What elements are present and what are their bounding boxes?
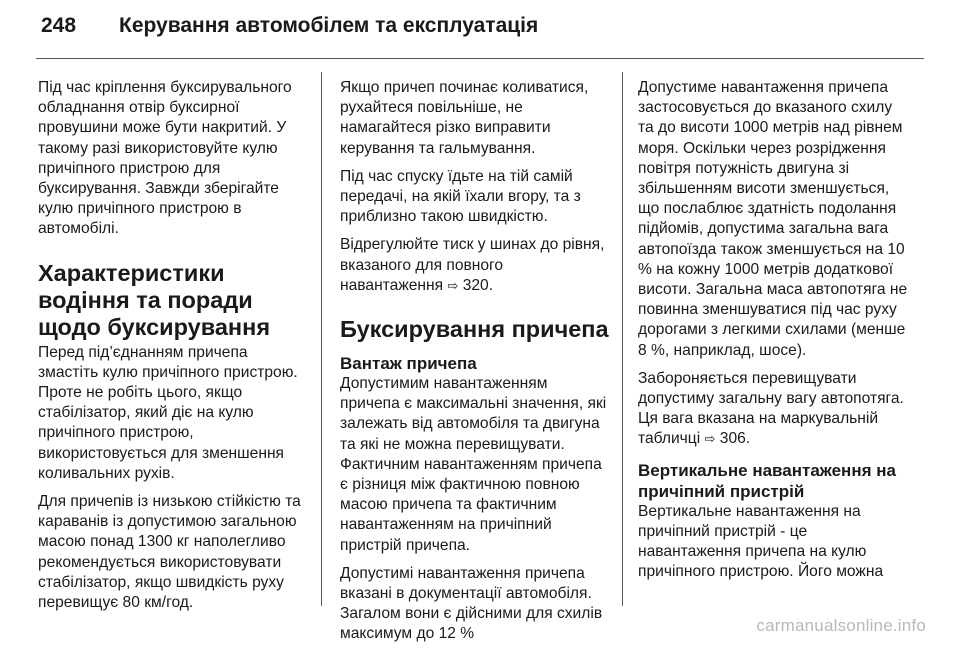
text-column-3 [638,78,908,590]
paragraph [340,78,610,159]
paragraph-text: Відрегулюйте тиск у шинах до рівня, вказаного для повного навантаження [340,236,605,294]
page-title: Керування автомобілем та експлуатація [119,14,539,37]
page-ref-arrow-icon: ⇨ [704,431,716,447]
text-column-1 [38,78,308,621]
subsection-heading [638,460,908,502]
paragraph [638,502,908,583]
text-column-2 [340,78,610,653]
page-ref-link[interactable]: 320. [462,276,494,294]
section-heading [38,260,308,341]
paragraph-text: Вертикальне навантаження на причіпний пристрій - це навантаження причепа на кулю причіпного пристрою. Його можна [638,502,884,581]
header-divider [36,58,924,59]
paragraph [38,492,308,613]
paragraph-text: Якщо причеп починає коливатися, рухайтеся повільніше, не намагайтеся різко виправити керування та гальмування. [340,79,589,157]
subsection-heading [340,353,610,374]
paragraph-text: Характеристики водіння та поради щодо буксирування [38,259,271,340]
paragraph-text: Вантаж причепа [340,354,477,374]
paragraph-text: Перед під’єднанням причепа змастіть кулю причіпного пристрою. Проте не робіть цього, якщо стабілізатор, який діє на кулю причіпного пристрою, використовується для зменшення коливальних рухів. [38,343,298,482]
page-number: 248 [41,14,77,37]
page-ref-link[interactable]: 306. [719,430,751,448]
paragraph-text: Допустиме навантаження причепа застосовується до вказаного схилу та до висоти 1000 метрів над рівнем моря. Оскільки через розрідження повітря потужність двигуна зі збільшенням висоти зменшується, що послаблює здатність подолання підйомів, допустима загальна вага автопоїзда також зменшується на 10 % на кожну 1000 метрів додаткової висоти. Загальна маса автопотяга не повинна зменшуватися під час руху дорогами з легкими схилами (менше 8 %, наприклад, шосе). [638,79,908,359]
paragraph-text: Під час спуску їдьте на тій самій передачі, на якій їхали вгору, та з приблизно такою швидкістю. [340,167,581,226]
paragraph-text: Забороняється перевищувати допустиму загальну вагу автопотяга. Ця вага вказана на маркувальній табличці [638,369,904,448]
paragraph-text: Допустимим навантаженням причепа є максимальні значення, які залежать від автомобіля та двигуна та які не можна перевищувати. Фактичним навантаженням причепа є різниця між фактичною повною масою причепа та фактичним навантаженням на причіпний пристрій причепа. [340,375,607,554]
paragraph-text: Під час кріплення буксирувального обладнання отвір буксирної провушини може бути накритий. У такому разі використовуйте кулю причіпного пристрою для буксирування. Завжди зберігайте кулю причіпного пристрою в автомобілі. [38,79,292,238]
column-divider-2 [622,72,623,606]
page-header [41,14,538,44]
paragraph-text: Вертикальне навантаження на причіпний пристрій [638,460,896,501]
paragraph [340,235,610,296]
paragraph [340,374,610,556]
paragraph [38,343,308,484]
paragraph-text: Буксирування причепа [340,316,609,343]
page-ref-arrow-icon: ⇨ [447,277,459,293]
paragraph [38,78,308,240]
paragraph [340,564,610,645]
paragraph-text: Допустимі навантаження причепа вказані в документації автомобіля. Загалом вони є дійсними для схилів максимум до 12 % [340,564,603,643]
paragraph [340,167,610,228]
paragraph [638,369,908,450]
section-heading [340,316,610,343]
paragraph-text: Для причепів із низькою стійкістю та караванів із допустимою загальною масою понад 1300 кг наполегливо рекомендується використовувати стабілізатор, якщо швидкість руху перевищує 80 км/год. [38,493,301,612]
watermark: carmanualsonline.info [756,616,926,635]
paragraph [638,78,908,361]
column-divider-1 [321,72,322,606]
